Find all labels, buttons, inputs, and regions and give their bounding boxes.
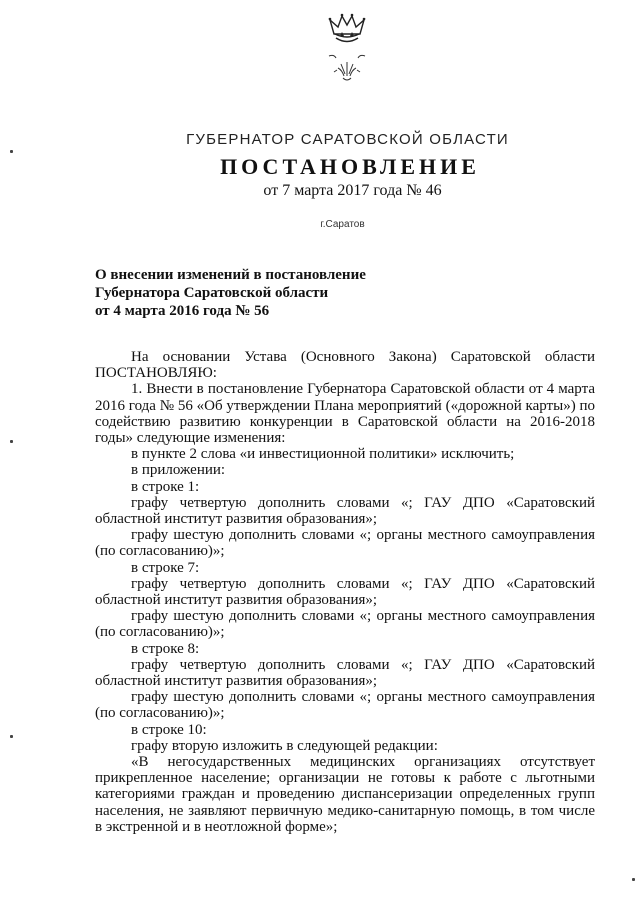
body-paragraph: в строке 8: <box>131 640 200 657</box>
body-paragraph: 1. Внести в постановление Губернатора Саратовской области от 4 марта 2016 года № 56 «Об утверждении Плана мероприятий («дорожной карты») по содействию развитию конкуренции в Саратовской области на 2016-2018 годы» следующие изменения: <box>95 381 595 447</box>
body-paragraph: в строке 1: <box>131 478 200 495</box>
scan-margin-mark <box>632 878 635 881</box>
body-paragraph: графу четвертую дополнить словами «; ГАУ ДПО «Саратовский областной институт развития образования»; <box>95 494 595 528</box>
scan-margin-mark <box>10 440 13 443</box>
body-paragraph: графу вторую изложить в следующей редакции: <box>131 737 438 754</box>
scan-margin-mark <box>10 150 13 153</box>
document-date-number: от 7 марта 2017 года № 46 <box>263 182 442 199</box>
document-subject <box>95 266 425 320</box>
body-paragraph: в пункте 2 слова «и инвестиционной политики» исключить; <box>131 446 515 463</box>
body-paragraph: графу шестую дополнить словами «; органы местного самоуправления (по согласованию)»; <box>95 608 595 641</box>
subject-line: Губернатора Саратовской области <box>95 285 329 301</box>
crown-emblem-icon <box>318 10 376 90</box>
body-paragraph: На основании Устава (Основного Закона) Саратовской области ПОСТАНОВЛЯЮ: <box>95 349 595 382</box>
scan-margin-mark <box>10 735 13 738</box>
body-paragraph: «В негосударственных медицинских организациях отсутствует прикрепленное население; организации не готовы к работе с льготными категориями граждан и проведению диспансеризации определенных групп населения, не заявляют первичную медико-санитарную помощь, в том числе в экстренной и в неотложной форме»; <box>95 754 595 835</box>
document-city: г.Саратов <box>320 219 365 230</box>
body-paragraph: графу четвертую дополнить словами «; ГАУ ДПО «Саратовский областной институт развития образования»; <box>95 575 595 609</box>
document-type: ПОСТАНОВЛЕНИЕ <box>220 154 480 179</box>
document-body <box>95 349 595 835</box>
issuer-title: ГУБЕРНАТОР САРАТОВСКОЙ ОБЛАСТИ <box>186 131 509 148</box>
body-paragraph: графу шестую дополнить словами «; органы местного самоуправления (по согласованию)»; <box>95 689 595 722</box>
body-paragraph: графу четвертую дополнить словами «; ГАУ ДПО «Саратовский областной институт развития образования»; <box>95 656 595 690</box>
subject-line: О внесении изменений в постановление <box>95 267 366 283</box>
body-paragraph: в строке 7: <box>131 559 200 576</box>
body-paragraph: в строке 10: <box>131 721 207 738</box>
body-paragraph: в приложении: <box>131 462 226 479</box>
subject-line: от 4 марта 2016 года № 56 <box>95 303 270 319</box>
body-paragraph: графу шестую дополнить словами «; органы местного самоуправления (по согласованию)»; <box>95 527 595 560</box>
